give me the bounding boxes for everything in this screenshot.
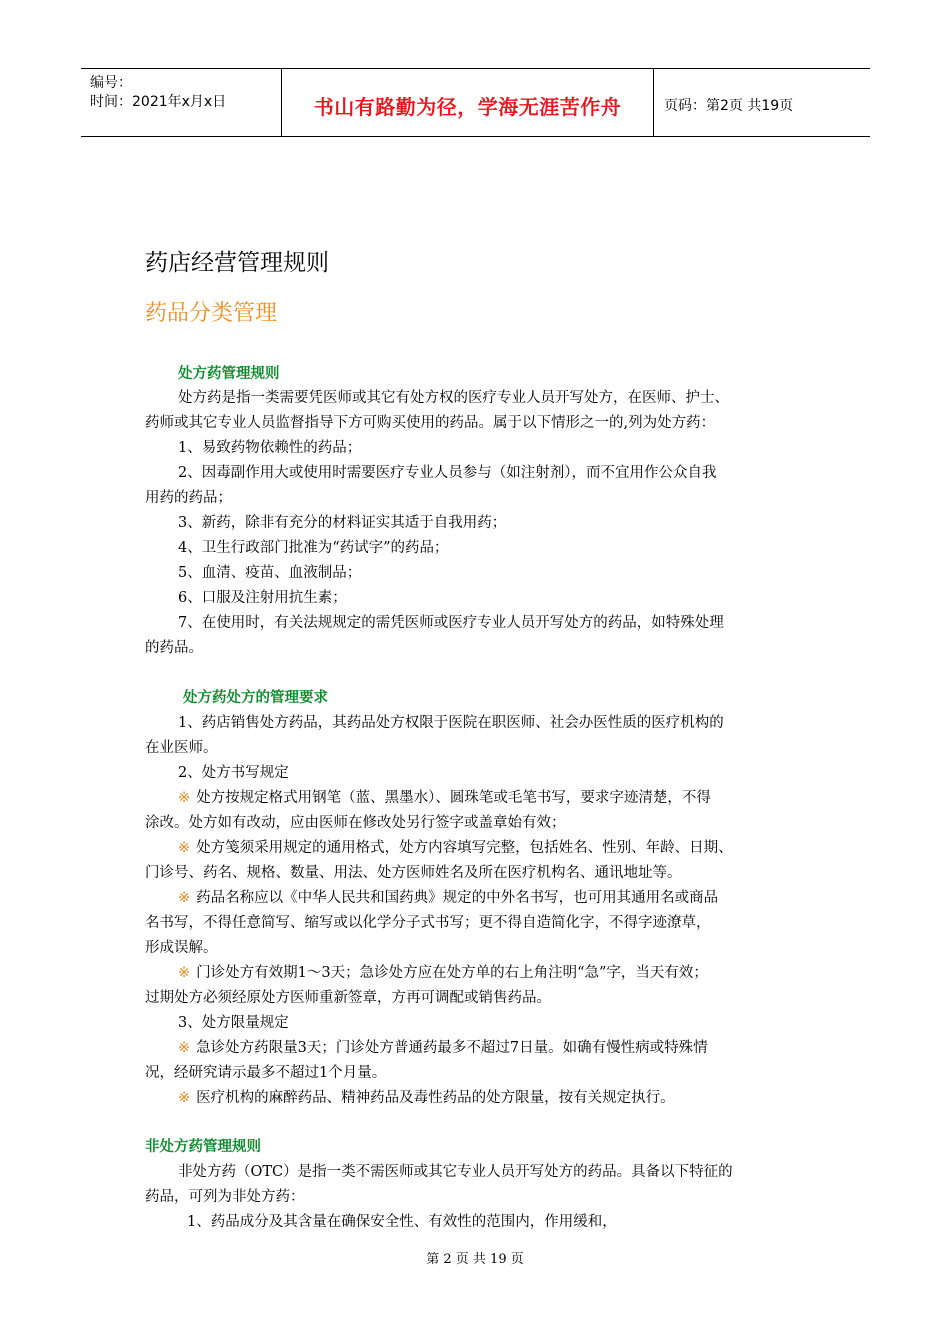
bullet-line [145,961,708,982]
date-label: 时间：2021年x月x日 [90,94,227,110]
section-heading-prescription-requirements: 处方药处方的管理要求 [183,690,328,706]
page-footer: 第 2 页 共 19 页 [426,1252,524,1267]
page-header [81,68,870,137]
list-item: 1、药品成分及其含量在确保安全性、有效性的范围内，作用缓和， [187,1214,617,1230]
list-item: 2、因毒副作用大或使用时需要医疗专业人员参与（如注射剂），而不宜用作公众自我 [178,465,717,481]
paragraph-line: 形成误解。 [145,940,218,956]
section-heading-otc: 非处方药管理规则 [145,1139,261,1155]
paragraph-line: 况，经研究请示最多不超过1个月量。 [145,1065,387,1081]
bullet-line [145,836,733,857]
paragraph-line: 药品，可列为非处方药： [145,1189,305,1205]
document-subtitle: 药品分类管理 [145,301,278,326]
paragraph-line: 药师或其它专业人员监督指导下方可购买使用的药品。属于以下情形之一的,列为处方药： [145,415,716,431]
bullet-text: 处方笺须采用规定的通用格式，处方内容填写完整，包括姓名、性别、年龄、日期、 [196,840,733,856]
number-label: 编号： [90,75,132,91]
page-info: 页码：第2页 共19页 [664,98,794,114]
paragraph-line: 处方药是指一类需要凭医师或其它有处方权的医疗专业人员开写处方，在医师、护士、 [178,390,729,406]
reference-mark-icon: ※ [178,790,191,806]
reference-mark-icon: ※ [178,1090,191,1106]
bullet-text: 门诊处方有效期1～3天；急诊处方应在处方单的右上角注明“急”字，当天有效； [196,965,708,981]
motto: 书山有路勤为径，学海无涯苦作舟 [313,95,622,119]
reference-mark-icon: ※ [178,840,191,856]
reference-mark-icon: ※ [178,965,191,981]
list-item: 1、药店销售处方药品，其药品处方权限于医院在职医师、社会办医性质的医疗机构的 [178,715,724,731]
bullet-line [145,1086,675,1107]
list-item: 3、新药，除非有充分的材料证实其适于自我用药； [178,515,507,531]
list-item: 2、处方书写规定 [178,765,289,781]
list-item: 5、血清、疫苗、血液制品； [178,565,362,581]
header-motto-cell [281,69,654,136]
bullet-text: 药品名称应以《中华人民共和国药典》规定的中外名书写，也可用其通用名或商品 [196,890,719,906]
list-item: 3、处方限量规定 [178,1015,289,1031]
bullet-line [145,886,718,907]
list-item: 4、卫生行政部门批准为“药试字”的药品； [178,540,449,556]
reference-mark-icon: ※ [178,1040,191,1056]
bullet-text: 急诊处方药限量3天；门诊处方普通药最多不超过7日量。如确有慢性病或特殊情 [196,1040,708,1056]
list-item: 1、易致药物依赖性的药品； [178,440,362,456]
paragraph-line: 门诊号、药名、规格、数量、用法、处方医师姓名及所在医疗机构名、通讯地址等。 [145,865,682,881]
list-item: 6、口服及注射用抗生素； [178,590,347,606]
bullet-line [145,1036,708,1057]
paragraph-line: 名书写，不得任意简写、缩写或以化学分子式书写；更不得自造简化字，不得字迹潦草， [145,915,711,931]
paragraph-line: 在业医师。 [145,740,218,756]
bullet-line [145,786,711,807]
section-heading-prescription: 处方药管理规则 [178,366,280,382]
list-item: 7、在使用时，有关法规规定的需凭医师或医疗专业人员开写处方的药品，如特殊处理 [178,615,724,631]
paragraph-line: 非处方药（OTC）是指一类不需医师或其它专业人员开写处方的药品。具备以下特征的 [178,1164,733,1180]
header-info-cell [81,69,281,136]
paragraph-line: 的药品。 [145,640,203,656]
paragraph-line: 过期处方必须经原处方医师重新签章，方再可调配或销售药品。 [145,990,551,1006]
bullet-text: 医疗机构的麻醉药品、精神药品及毒性药品的处方限量，按有关规定执行。 [196,1090,675,1106]
document-title: 药店经营管理规则 [145,250,329,276]
reference-mark-icon: ※ [178,890,191,906]
paragraph-line: 用药的药品； [145,490,232,506]
header-page-cell [653,69,870,136]
paragraph-line: 涂改。处方如有改动，应由医师在修改处另行签字或盖章始有效； [145,815,566,831]
bullet-text: 处方按规定格式用钢笔（蓝、黑墨水）、圆珠笔或毛笔书写，要求字迹清楚，不得 [196,790,711,806]
